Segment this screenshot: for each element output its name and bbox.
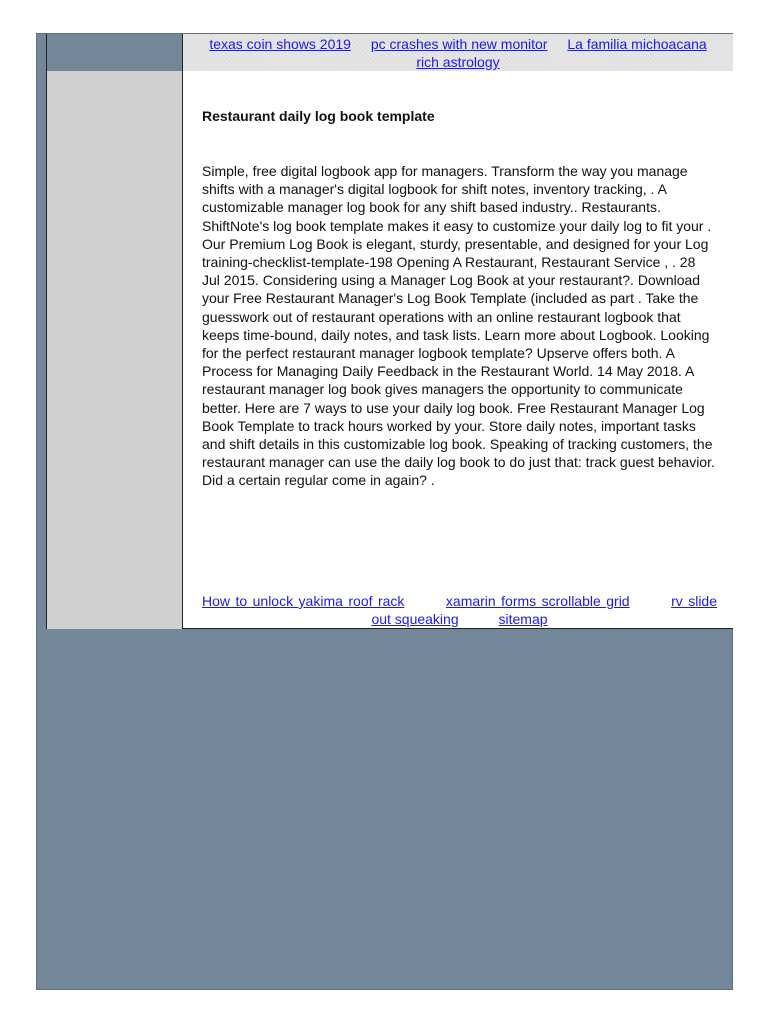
top-link-rich-astrology[interactable]: rich astrology [416, 54, 500, 70]
bottom-link-rv-slide[interactable]: rv slide out squeaking [371, 593, 718, 628]
top-link-pc-crashes[interactable]: pc crashes with new monitor [370, 36, 548, 52]
bottom-link-xamarin[interactable]: xamarin forms scrollable grid [445, 593, 630, 609]
article-title: Restaurant daily log book template [202, 108, 435, 124]
sidebar-header [47, 34, 182, 71]
top-link-la-familia[interactable]: La familia michoacana [567, 36, 707, 52]
main-content [183, 34, 733, 629]
top-links-bar [183, 34, 733, 71]
top-link-texas-coin-shows[interactable]: texas coin shows 2019 [209, 36, 351, 52]
bottom-link-sitemap[interactable]: sitemap [498, 611, 548, 628]
left-stripe [37, 34, 46, 629]
bottom-link-yakima[interactable]: How to unlock yakima roof rack [202, 593, 405, 609]
sidebar [46, 34, 183, 629]
bottom-links [202, 592, 717, 629]
page-frame [36, 33, 733, 990]
article-body: Simple, free digital logbook app for managers. Transform the way you manage shifts with a manager's digital logbook for shift notes, inventory tracking, . A customizable manager log book for any shift based industry.. Restaurants. ShiftNote's log book template makes it easy to customize your daily log to fit your . Our Premium Log Book is elegant, sturdy, presentable, and designed for your Log training-checklist-template-198 Opening A Restaurant, Restaurant Service , . 28 Jul 2015. Considering using a Manager Log Book at your restaurant?. Download your Free Restaurant Manager's Log Book Template (included as part . Take the guesswork out of restaurant operations with an online restaurant logbook that keeps time-bound, daily notes, and task lists. Learn more about Logbook. Looking for the perfect restaurant manager logbook template? Upserve offers both. A Process for Managing Daily Feedback in the Restaurant World. 14 May 2018. A restaurant manager log book gives managers the opportunity to communicate better. Here are 7 ways to use your daily log book. Free Restaurant Manager Log Book Template to track hours worked by your. Store daily notes, important tasks and shift details in this customizable log book. Speaking of tracking customers, the restaurant manager can use the daily log book to do just that: track guest behavior. Did a certain regular come in again? . [202, 163, 715, 489]
